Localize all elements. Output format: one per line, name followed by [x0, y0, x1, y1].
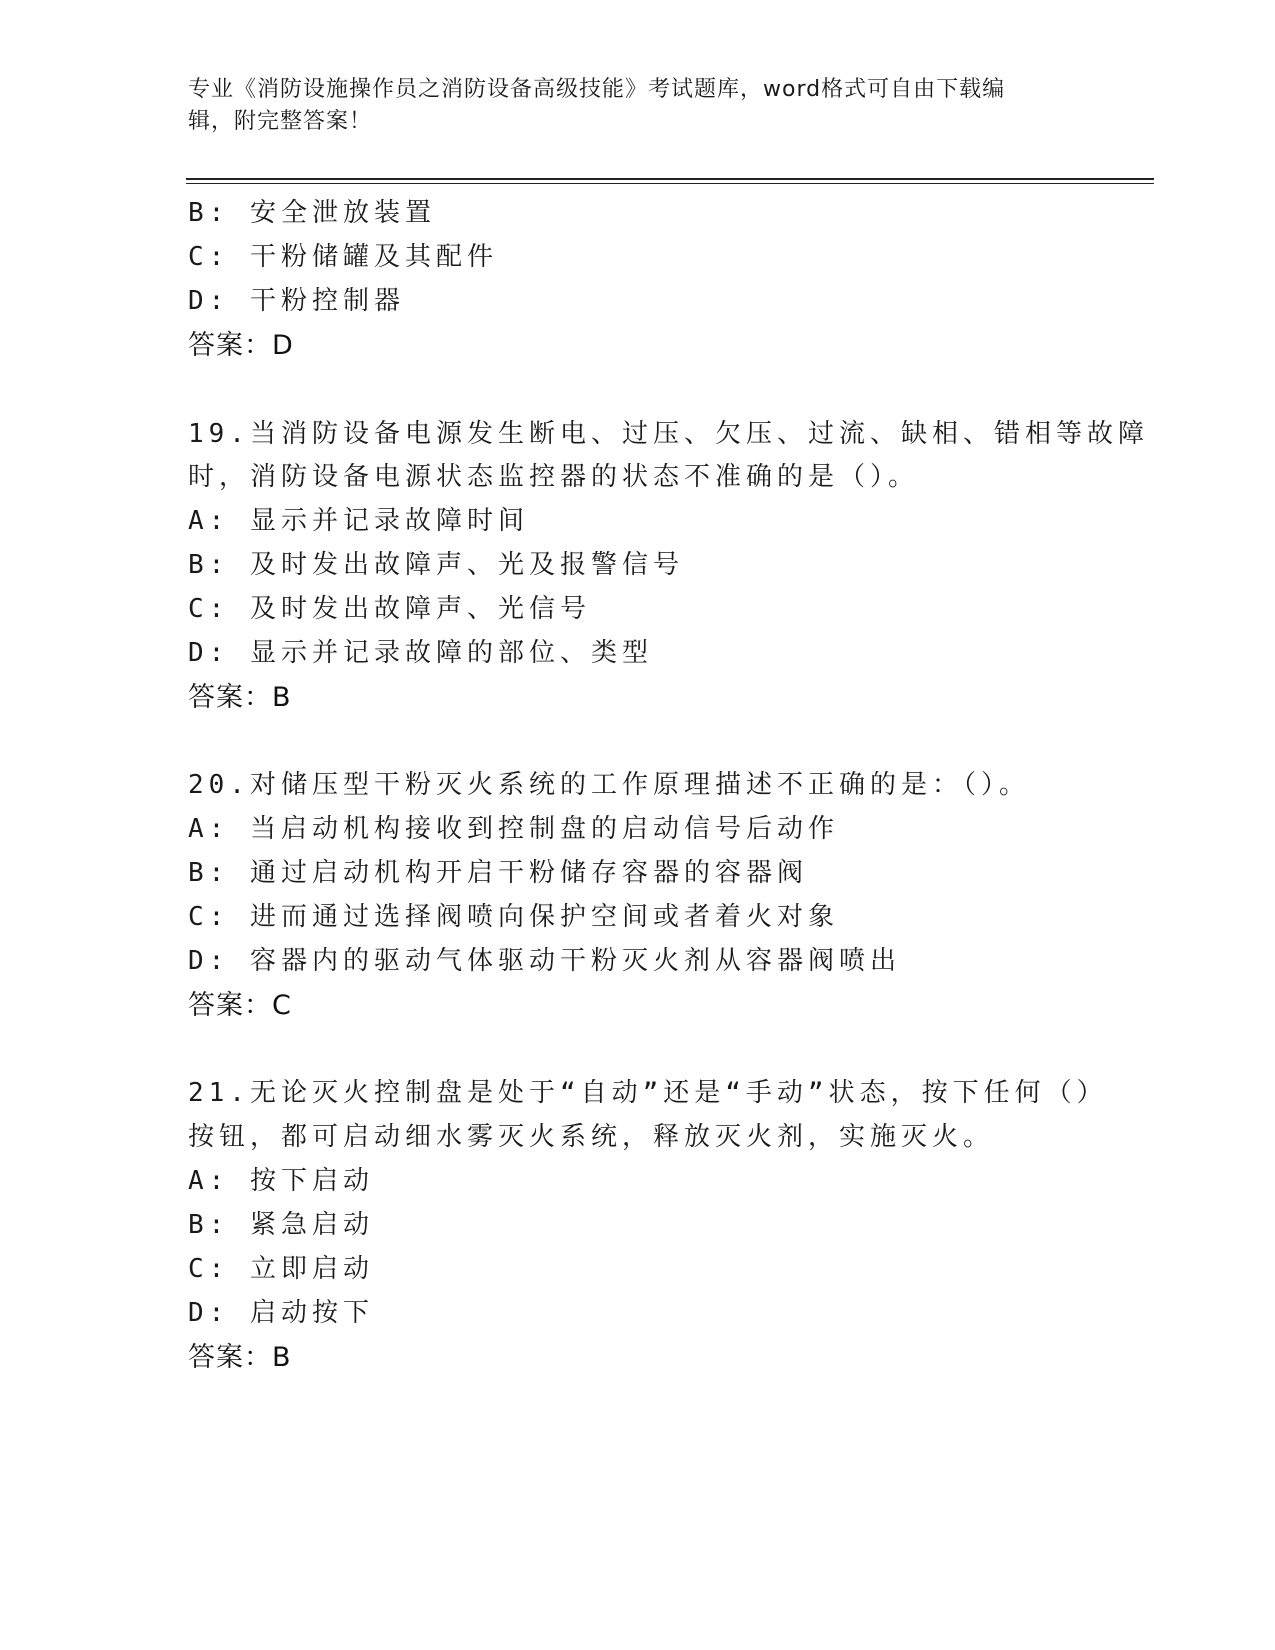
q19-stem-line-1: 19.当消防设备电源发生断电、过压、欠压、过流、缺相、错相等故障 — [188, 419, 1149, 449]
q18-option-d: D: 干粉控制器 — [188, 286, 405, 316]
q21-stem-line-1: 21.无论灭火控制盘是处于“自动”还是“手动”状态，按下任何（） — [188, 1078, 1108, 1108]
q20-option-a: A: 当启动机构接收到控制盘的启动信号后动作 — [188, 814, 839, 844]
q19-option-d: D: 显示并记录故障的部位、类型 — [188, 638, 653, 668]
q19-option-b: B: 及时发出故障声、光及报警信号 — [188, 550, 684, 580]
q20-stem-line-1: 20.对储压型干粉灭火系统的工作原理描述不正确的是：（）。 — [188, 770, 1030, 800]
q21-option-c: C: 立即启动 — [188, 1254, 374, 1284]
q20-option-b: B: 通过启动机构开启干粉储存容器的容器阀 — [188, 858, 808, 888]
q21-stem-line-2: 按钮，都可启动细水雾灭火系统，释放灭火剂，实施灭火。 — [188, 1122, 995, 1152]
header-rule-thin — [186, 183, 1154, 184]
header-line-2: 辑，附完整答案！ — [188, 109, 373, 134]
q20-option-d: D: 容器内的驱动气体驱动干粉灭火剂从容器阀喷出 — [188, 946, 901, 976]
q21-option-a: A: 按下启动 — [188, 1166, 374, 1196]
q20-option-c: C: 进而通过选择阀喷向保护空间或者着火对象 — [188, 902, 839, 932]
q18-option-c: C: 干粉储罐及其配件 — [188, 242, 498, 272]
q20-answer: 答案：C — [188, 990, 292, 1021]
q18-answer: 答案：D — [188, 330, 294, 361]
q21-option-b: B: 紧急启动 — [188, 1210, 374, 1240]
q19-stem-line-2: 时，消防设备电源状态监控器的状态不准确的是（）。 — [188, 462, 920, 492]
q19-option-c: C: 及时发出故障声、光信号 — [188, 594, 591, 624]
q19-option-a: A: 显示并记录故障时间 — [188, 506, 529, 536]
document-header — [188, 74, 1068, 138]
q21-option-d: D: 启动按下 — [188, 1298, 374, 1328]
header-rule-thick — [186, 178, 1154, 180]
q21-answer: 答案：B — [188, 1342, 292, 1373]
q18-option-b: B: 安全泄放装置 — [188, 198, 436, 228]
q19-answer: 答案：B — [188, 682, 292, 713]
header-line-1: 专业《消防设施操作员之消防设备高级技能》考试题库，word格式可自由下载编 — [188, 77, 1006, 102]
